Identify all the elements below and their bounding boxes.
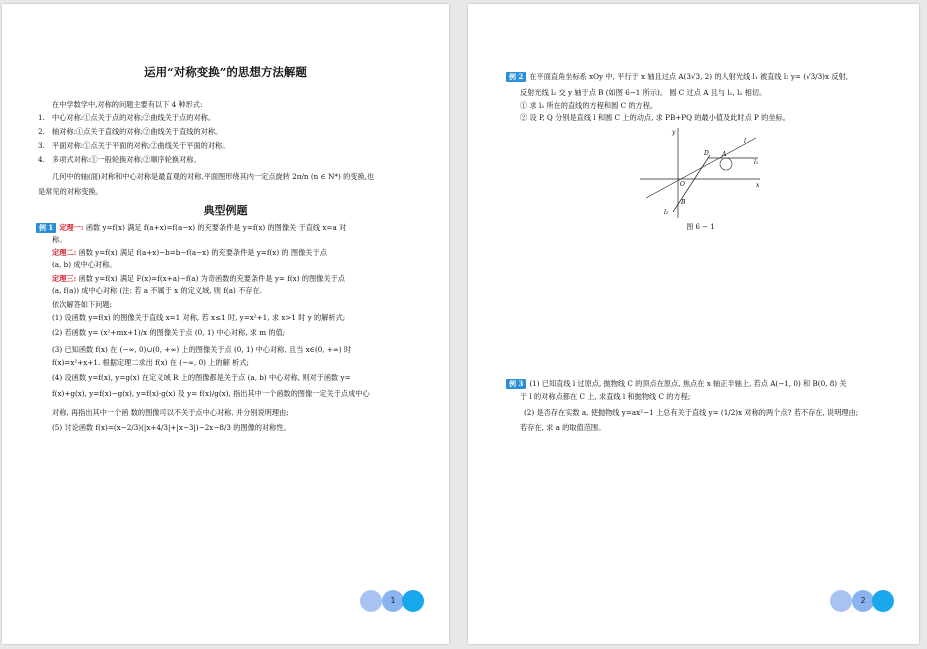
- label-y: y: [672, 129, 676, 136]
- form-item-1: 1. 中心对称:①点关于点的对称;②曲线关于点的对称。: [38, 113, 216, 122]
- circle-c: [720, 158, 732, 170]
- example-text: (1) 已知直线 l 过原点, 抛物线 C 的顶点在原点, 焦点在 x 轴正半轴上, 若点 A(−1, 0) 和 B(0, 8) 关: [529, 379, 847, 388]
- definition-label: 定理二:: [52, 248, 77, 257]
- document-page-2: [468, 4, 919, 644]
- section-title: 典型例题: [203, 204, 248, 217]
- question-1: (1) 设函数 y=f(x) 的图像关于直线 x=1 对称, 若 x≤1 时, y=x²+1, 求 x>1 时 y 的解析式;: [52, 313, 346, 322]
- page-number: 2: [860, 596, 866, 605]
- question-4c: 对称, 再指出其中一个函 数的图像可以不关于点中心对称, 并分别说明理由;: [52, 408, 289, 417]
- definition-2-cont: (a, b) 成中心对称。: [52, 260, 117, 269]
- definition-label: 定理三:: [52, 274, 77, 283]
- question-2: (2) 若函数 y= (x²+mx+1)/x 的图像关于点 (0, 1) 中心对称, 求 m 的值;: [52, 328, 286, 337]
- question-3a: (3) 已知函数 f(x) 在 (−∞, 0)∪(0, +∞) 上的图像关于点 (0, 1) 中心对称, 且当 x∈(0, +∞) 时: [52, 345, 352, 354]
- label-l1: l₁: [754, 159, 759, 166]
- example-badge: 例 3: [506, 379, 526, 389]
- example-2-line-4: ② 设 P, Q 分别是直线 l 和圆 C 上的动点, 求 PB+PQ 的最小值及此时点 P 的坐标。: [520, 113, 790, 122]
- definition-text: 函数 y=f(x) 满足 F(x)=f(x+a)−f(a) 为奇函数的充要条件是 y= f(x) 的图像关于点: [76, 274, 345, 283]
- paragraph-line-2: 是常见的对称变换。: [38, 187, 103, 196]
- form-item-3: 3. 平面对称:①点关于平面的对称;②曲线关于平面的对称。: [38, 141, 230, 150]
- page-circle-decoration: [830, 590, 852, 612]
- geometry-figure: [638, 124, 763, 220]
- question-5: (5) 讨论函数 f(x)=(x−2/3)(|x+4/3|+|x−3|)−2x−8/3 的图像的对称性。: [52, 423, 291, 432]
- example-3-line-3: (2) 是否存在实数 a, 使抛物线 y=ax²−1 上总有关于直线 y= (1/2)x 对称的两个点? 若不存在, 说明理由;: [524, 408, 859, 417]
- page-number-badge: [830, 590, 894, 612]
- label-x: x: [756, 182, 760, 189]
- definition-label: 定理一:: [59, 223, 84, 232]
- label-l2: l₂: [664, 209, 669, 216]
- definition-text: 函数 y=f(x) 满足 f(a+x)−b=b−f(a−x) 的充要条件是 y=f(x) 的 图像关于点: [76, 248, 327, 257]
- label-l: l: [744, 138, 746, 145]
- label-b: B: [681, 199, 686, 206]
- label-d: D: [704, 150, 709, 157]
- label-o: O: [680, 181, 685, 188]
- definition-1-cont: 称。: [52, 235, 67, 244]
- page-title: 运用“对称变换”的思想方法解题: [144, 65, 307, 79]
- question-4a: (4) 设函数 y=f(x), y=g(x) 在定义域 R 上的图像都是关于点 (a, b) 中心对称, 则对于函数 y=: [52, 373, 351, 382]
- page-number: 1: [390, 596, 396, 605]
- example-2-line-3: ① 求 l₂ 所在的直线的方程和圆 C 的方程。: [520, 101, 658, 110]
- form-item-2: 2. 轴对称:①点关于直线的对称;②曲线关于直线的对称。: [38, 127, 223, 136]
- question-4b: f(x)+g(x), y=f(x)−g(x), y=f(x)·g(x) 及 y= f(x)/g(x), 指出其中一个函数的图像一定关于点成中心: [52, 389, 370, 398]
- example-badge: 例 1: [36, 223, 56, 233]
- ray-l2: [673, 155, 710, 212]
- page-circle-decoration: [360, 590, 382, 612]
- form-item-4: 4. 多项式对称:①一般轮换对称;②顺序轮换对称。: [38, 155, 201, 164]
- label-a: A: [722, 151, 727, 158]
- figure-caption: 图 6 − 1: [686, 223, 715, 231]
- example-3-line-2: 于 l 的对称点都在 C 上, 求直线 l 和抛物线 C 的方程;: [520, 392, 691, 401]
- definition-text: 函数 y=f(x) 满足 f(a+x)=f(a−x) 的充要条件是 y=f(x) 的图像关 于直线 x=a 对: [83, 223, 347, 232]
- example-3-line-4: 若存在, 求 a 的取值范围。: [520, 423, 606, 432]
- example-text: 在平面直角坐标系 xOy 中, 平行于 x 轴且过点 A(3√3, 2) 的人射光线 l₁ 被直线 l: y= (√3/3)x 反射,: [529, 72, 848, 81]
- page-number-badge: [360, 590, 424, 612]
- example-badge: 例 2: [506, 72, 526, 82]
- definition-2: [52, 248, 327, 258]
- example-3-line-1: [506, 379, 847, 389]
- solve-intro: 依次解答如下问题:: [52, 300, 112, 309]
- page-circle-decoration: [872, 590, 894, 612]
- definition-3-cont: (a, f(a)) 成中心对称 (注: 若 a 不属于 x 的定义域, 则 f(a) 不存在.: [52, 286, 262, 295]
- question-3b: f(x)=x²+x+1. 根据定理二求出 f(x) 在 (−∞, 0) 上的解 析式;: [52, 358, 249, 367]
- page-circle-decoration: [402, 590, 424, 612]
- intro-text: 在中学数学中,对称的问题主要有以下 4 种形式:: [52, 100, 203, 109]
- definition-3: [52, 274, 345, 284]
- definition-1: [36, 223, 346, 233]
- example-2-line-2: 反射光线 l₂ 交 y 轴于点 B (如图 6−1 所示)。 圆 C 过点 A 且与 l₁, l₂ 相切。: [520, 88, 767, 97]
- paragraph-line-1: 几何中的轴(面)对称和中心对称是最直观的对称,平面图形绕其内一定点旋转 2π/n (n ∈ N*) 的变换,也: [52, 172, 375, 181]
- example-2-line-1: [506, 72, 848, 82]
- document-page-1: [2, 4, 449, 644]
